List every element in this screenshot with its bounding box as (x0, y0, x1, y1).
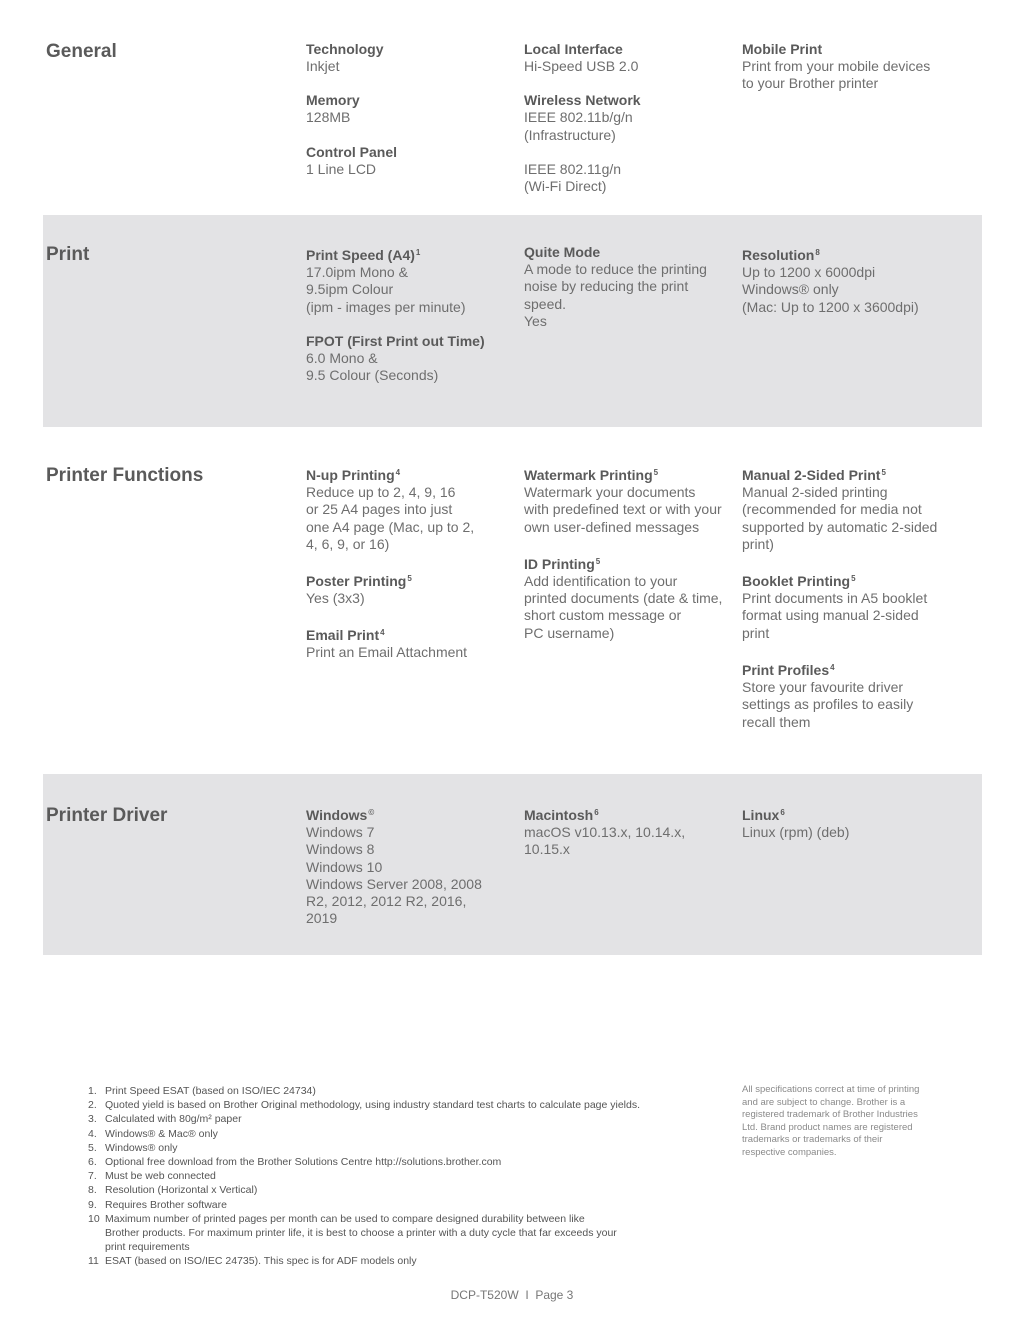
spec-item (306, 92, 511, 126)
spec-value: macOS v10.13.x, 10.14.x, (524, 824, 686, 840)
spec-value: noise by reducing the print (524, 278, 689, 295)
spec-item (742, 464, 947, 553)
spec-value: 9.5 Colour (Seconds) (306, 367, 439, 384)
footnote-number: 10 (88, 1212, 100, 1225)
section-title-printer-driver: Printer Driver (46, 805, 168, 826)
footnotes-list (88, 1084, 708, 1269)
spec-value: recall them (742, 713, 811, 730)
spec-value: Hi-Speed USB 2.0 (524, 58, 639, 74)
footnote-ref: 5 (653, 468, 659, 477)
disclaimer-line: respective companies. (742, 1146, 837, 1158)
functions-col-1 (306, 464, 511, 662)
spec-value: IEEE 802.11b/g/n (524, 109, 633, 126)
footnote-text: Windows® only (105, 1141, 178, 1154)
footnote-number: 8. (88, 1184, 97, 1197)
spec-value: Add identification to your (524, 572, 678, 589)
spec-value: one A4 page (Mac, up to 2, (306, 518, 475, 535)
spec-value: Windows Server 2008, 2008 (306, 875, 482, 892)
spec-item (306, 333, 511, 385)
spec-item (306, 804, 511, 928)
spec-item (524, 464, 729, 536)
footnote-ref: © (368, 808, 375, 817)
spec-value: 128MB (306, 109, 351, 126)
spec-value: settings as profiles to easily (742, 696, 914, 713)
footnote-item (88, 1254, 708, 1268)
spec-value: printed documents (date & time, (524, 590, 723, 607)
spec-item (306, 464, 511, 553)
footnote-ref: 5 (595, 556, 601, 566)
functions-col-3 (742, 464, 947, 731)
spec-value: format using manual 2-sided (742, 607, 919, 624)
general-col-1 (306, 41, 511, 178)
spec-item (524, 92, 729, 195)
spec-value: print) (742, 535, 774, 552)
spec-value: to your Brother printer (742, 75, 879, 92)
spec-title: Manual 2-Sided Print$^5$ (742, 467, 886, 483)
footnote-ref: 6 (780, 808, 785, 817)
spec-title: Windows© (306, 807, 375, 823)
spec-title: Local Interface (524, 41, 623, 57)
spec-value: Reduce up to 2, 4, 9, 16 (306, 484, 456, 500)
footnote-number: 6. (88, 1156, 97, 1169)
spec-value: Up to 1200 x 6000dpi (742, 264, 876, 280)
spec-value: 4, 6, 9, or 16) (306, 535, 390, 552)
spec-value: Windows® only (742, 281, 839, 298)
driver-col-3 (742, 804, 947, 841)
general-col-2 (524, 41, 729, 195)
footnote-text: Calculated with 80g/m² paper (105, 1113, 242, 1126)
footnote-item (88, 1155, 708, 1169)
footnote-item (88, 1183, 708, 1197)
spec-value: supported by automatic 2-sided (742, 518, 938, 535)
footnote-text: Brother products. For maximum printer life, it is best to choose a printer with a duty cycle that far exceeds your (105, 1227, 617, 1240)
footnote-ref: 5 (851, 574, 856, 584)
footnote-item (88, 1240, 708, 1254)
spec-value: Windows 8 (306, 841, 375, 858)
spec-title: Mobile Print (742, 41, 823, 57)
section-printer-driver (43, 774, 982, 955)
spec-title: Booklet Printing$^5$ (742, 573, 856, 590)
footnote-number: 2. (88, 1099, 97, 1112)
spec-value: Inkjet (306, 58, 340, 74)
spec-value: (recommended for media not (742, 501, 922, 518)
disclaimer-line: trademarks or trademarks of their (742, 1134, 883, 1146)
footnote-item (88, 1198, 708, 1212)
footnote-text: Print Speed ESAT (based on ISO/IEC 24734) (105, 1085, 316, 1097)
spec-title: FPOT (First Print out Time) (306, 332, 485, 349)
footnote-ref: 5 (407, 574, 412, 584)
footnote-text: Must be web connected (105, 1170, 216, 1183)
spec-value: A mode to reduce the printing (524, 261, 707, 277)
spec-value: Store your favourite driver (742, 679, 904, 696)
footnote-ref: 5 (881, 468, 886, 477)
spec-value: short custom message or (524, 607, 682, 624)
footnote-text: Windows® & Mac® only (105, 1127, 218, 1140)
spec-title: Print Speed $(A4)^1$ (306, 247, 421, 263)
disclaimer-line: All specifications correct at time of printing (742, 1084, 920, 1095)
footnote-item (88, 1112, 708, 1126)
spec-value: Watermark your documents (524, 484, 696, 500)
footnote-number: 3. (88, 1113, 97, 1126)
footnote-text: Requires Brother software (105, 1198, 227, 1211)
spec-value: 1 Line LCD (306, 160, 377, 177)
driver-col-1 (306, 804, 511, 928)
spec-item (524, 553, 729, 642)
footnote-item (88, 1141, 708, 1155)
footnote-number: 7. (88, 1170, 97, 1183)
spec-item (524, 244, 729, 330)
spec-title: Poster Printing$^5$ (306, 573, 412, 590)
footnote-number: 11 (88, 1255, 99, 1268)
disclaimer-line: Ltd. Brand product names are registered (742, 1121, 913, 1133)
spec-value: (Wi-Fi Direct) (524, 178, 607, 195)
footnote-ref: 6 (594, 808, 599, 817)
spec-title: Print Profiles$^4$ (742, 662, 835, 679)
footnote-text: Resolution (Horizontal x Vertical) (105, 1184, 258, 1197)
spec-value: Print an Email Attachment (306, 644, 468, 661)
spec-item (742, 41, 947, 93)
footnote-ref: 4 (830, 663, 835, 673)
footnote-number: 4. (88, 1127, 97, 1140)
section-title-general: General (46, 41, 117, 62)
disclaimer-text (742, 1084, 942, 1160)
spec-value: (Infrastructure) (524, 126, 616, 143)
spec-value: 2019 (306, 910, 338, 927)
spec-value: Windows 7 (306, 824, 375, 840)
spec-title: Memory (306, 92, 360, 109)
functions-col-2 (524, 464, 729, 642)
footnote-item (88, 1084, 708, 1098)
driver-col-2 (524, 804, 729, 859)
spec-item (306, 244, 511, 316)
spec-item (524, 804, 729, 859)
section-title-printer-functions: Printer Functions (46, 465, 204, 486)
spec-value: 9.5ipm Colour (306, 281, 394, 298)
spec-item (742, 659, 947, 731)
spec-item (306, 570, 511, 607)
spec-value: or 25 A4 pages into just (306, 501, 453, 518)
spec-value: own user-defined messages (524, 518, 700, 535)
spec-item (306, 144, 511, 178)
footnote-text: print requirements (105, 1241, 190, 1254)
footnote-number: 9. (88, 1198, 97, 1211)
print-col-1 (306, 244, 511, 384)
print-col-3 (742, 244, 947, 316)
footnote-item (88, 1226, 708, 1240)
spec-value: Print documents in A5 booklet (742, 590, 928, 607)
spec-title: Control Panel (306, 143, 398, 160)
spec-value: Manual 2-sided printing (742, 484, 888, 500)
footnote-ref: 8 (815, 248, 820, 257)
spec-item (306, 624, 511, 661)
spec-value: Yes (3x3) (306, 590, 365, 607)
footnote-ref: 4 (395, 468, 401, 477)
spec-title: Technology (306, 41, 384, 57)
footnote-ref: 1 (415, 248, 421, 257)
spec-value: Windows 10 (306, 858, 383, 875)
footnote-text: Maximum number of printed pages per month can be used to compare designed durability between like (105, 1212, 585, 1225)
spec-title: Email Print$^4$ (306, 627, 385, 644)
spec-title: ID Printing$^5$ (524, 555, 601, 572)
footnote-item (88, 1212, 708, 1226)
footnote-number: 5. (88, 1141, 97, 1154)
page-footer: DCP-T520W I Page 3 (450, 1288, 574, 1302)
spec-title: Linux$^6$ (742, 807, 785, 823)
disclaimer-line: registered trademark of Brother Industries (742, 1109, 918, 1121)
footnote-ref: 4 (380, 628, 385, 638)
print-col-2 (524, 244, 729, 330)
spec-value: print (742, 624, 770, 641)
spec-value: PC username) (524, 624, 615, 641)
spec-item (742, 244, 947, 316)
spec-item (742, 804, 947, 841)
spec-item (306, 41, 511, 75)
spec-value: IEEE 802.11g/n (524, 160, 622, 177)
spec-value: (ipm - images per minute) (306, 298, 466, 315)
spec-value: Print from your mobile devices (742, 58, 931, 74)
disclaimer-line: and are subject to change. Brother is a (742, 1096, 906, 1108)
footnote-item (88, 1127, 708, 1141)
spec-value: 6.0 Mono & (306, 349, 378, 366)
spec-title: Wireless Network (524, 92, 641, 109)
spec-value: 17.0ipm Mono & (306, 264, 408, 280)
footnote-item (88, 1169, 708, 1183)
spec-title: Watermark Printing$^5$ (524, 467, 659, 483)
spec-item (524, 41, 729, 75)
spec-value: speed. (524, 295, 567, 312)
footnote-number: 1. (88, 1085, 97, 1097)
spec-value: with predefined text or with your (524, 501, 722, 518)
spec-value: R2, 2012, 2012 R2, 2016, (306, 893, 467, 910)
spec-value: (Mac: Up to 1200 x 3600dpi) (742, 298, 919, 315)
spec-title: Resolution$^8$ (742, 247, 820, 263)
spec-value: 10.15.x (524, 841, 570, 858)
spec-title: Quite Mode (524, 244, 601, 260)
footnote-text: Optional free download from the Brother Solutions Centre http://solutions.brother.com (105, 1156, 502, 1169)
spec-value: Linux (rpm) (deb) (742, 824, 850, 840)
section-title-print: Print (46, 244, 90, 265)
spec-item (742, 570, 947, 642)
spec-title: N-up Printing$^4$ (306, 467, 401, 483)
footnote-text: Quoted yield is based on Brother Original methodology, using industry standard test charts to calculate page yields. (105, 1099, 641, 1112)
general-col-3 (742, 41, 947, 93)
spec-value: Yes (524, 312, 547, 329)
spec-title: Macintosh$^6$ (524, 807, 599, 823)
footnote-text: ESAT (based on ISO/IEC 24735). This spec is for ADF models only (105, 1255, 417, 1268)
footnote-item (88, 1098, 708, 1112)
